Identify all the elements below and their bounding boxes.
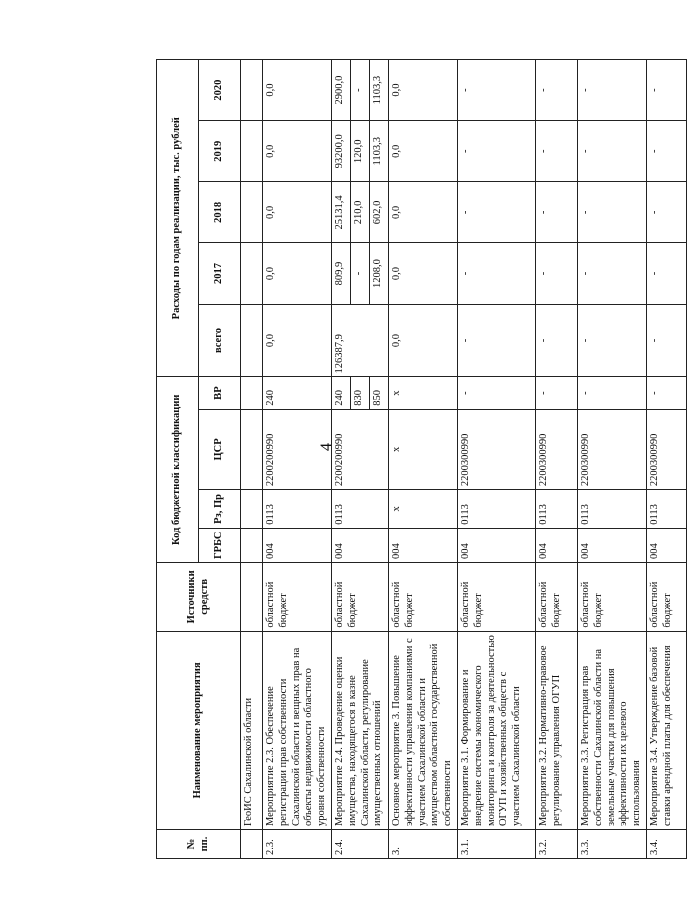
table-row — [388, 60, 457, 859]
cell-2020: - — [646, 60, 686, 121]
col-total-header: всего — [199, 304, 241, 377]
cell-csr — [241, 409, 263, 489]
cell-2020: - — [535, 60, 577, 121]
cell-2019: - — [646, 121, 686, 182]
cell-name: Мероприятие 2.4. Проведение оценки имущества, находящегося в казне Сахалинской области, регулирование имущественных отношений — [331, 631, 388, 829]
cell-vr: - — [646, 377, 686, 409]
cell-grbs: 004 — [577, 528, 646, 562]
cell-rzpr: 0113 — [263, 490, 332, 529]
cell-2017: 809,9 — [331, 243, 350, 304]
cell-rzpr: 0113 — [535, 490, 577, 529]
cell-rzpr: x — [388, 490, 457, 529]
cell-vr: 240 — [331, 377, 350, 409]
cell-rzpr: 0113 — [577, 490, 646, 529]
cell-2018: 25131,4 — [331, 182, 350, 243]
cell-total: - — [646, 304, 686, 377]
table-row — [457, 60, 535, 859]
cell-vr: - — [535, 377, 577, 409]
cell-grbs: 004 — [646, 528, 686, 562]
cell-2018: - — [535, 182, 577, 243]
col-vr-header: ВР — [199, 377, 241, 409]
cell-2018: 210,0 — [350, 182, 369, 243]
cell-2017: - — [457, 243, 535, 304]
cell-vr: 240 — [263, 377, 332, 409]
cell-csr: 2200300990 — [577, 409, 646, 489]
cell-total: - — [577, 304, 646, 377]
cell-source: областной бюджет — [535, 563, 577, 632]
cell-total: 0,0 — [263, 304, 332, 377]
cell-2020: - — [350, 60, 369, 121]
cell-num — [241, 830, 263, 859]
cell-rzpr: 0113 — [331, 490, 388, 529]
col-source-header: Источники средств — [157, 563, 241, 632]
col-2017-header: 2017 — [199, 243, 241, 304]
cell-2017: - — [577, 243, 646, 304]
cell-2019: - — [577, 121, 646, 182]
cell-2017: - — [646, 243, 686, 304]
cell-2020: - — [577, 60, 646, 121]
cell-vr: 830 — [350, 377, 369, 409]
table-row — [263, 60, 332, 859]
cell-rzpr: 0113 — [646, 490, 686, 529]
cell-name: Мероприятие 3.2. Нормативно-правовое регулирование управления ОГУП — [535, 631, 577, 829]
cell-total: - — [457, 304, 535, 377]
cell-rzpr — [241, 490, 263, 529]
cell-num: 3.3. — [577, 830, 646, 859]
cell-grbs: 004 — [535, 528, 577, 562]
col-rzpr-header: Рз, Пр — [199, 490, 241, 529]
cell-source: областной бюджет — [646, 563, 686, 632]
col-2019-header: 2019 — [199, 121, 241, 182]
cell-2018: 0,0 — [388, 182, 457, 243]
cell-2019: 120,0 — [350, 121, 369, 182]
col-budget-code-header: Код бюджетной классификации — [157, 377, 199, 563]
col-2018-header: 2018 — [199, 182, 241, 243]
cell-total — [241, 304, 263, 377]
cell-num: 2.3. — [263, 830, 332, 859]
table-row — [577, 60, 646, 859]
rotated-table-wrapper — [156, 59, 673, 859]
cell-total: 126387,9 — [331, 304, 388, 377]
cell-total: - — [535, 304, 577, 377]
cell-name: Мероприятие 3.1. Формирование и внедрение системы экономического мониторинга и контроля за деятельностью ОГУП и хозяйственных обществ с участием Сахалинской области — [457, 631, 535, 829]
cell-2019: 0,0 — [388, 121, 457, 182]
cell-2020: 0,0 — [388, 60, 457, 121]
cell-num: 3.4. — [646, 830, 686, 859]
cell-2020: - — [457, 60, 535, 121]
cell-source — [241, 563, 263, 632]
cell-csr: 2200300990 — [535, 409, 577, 489]
cell-total: 0,0 — [388, 304, 457, 377]
cell-csr: 2200300990 — [646, 409, 686, 489]
cell-csr: x — [388, 409, 457, 489]
cell-2019: 0,0 — [263, 121, 332, 182]
cell-name: Мероприятие 2.3. Обеспечение регистрации прав собственности Сахалинской области и вещных прав на объекты недвижимости областного уровня собственности — [263, 631, 332, 829]
cell-num: 2.4. — [331, 830, 388, 859]
cell-2018 — [241, 182, 263, 243]
cell-source: областной бюджет — [263, 563, 332, 632]
col-grbs-header: ГРБС — [199, 528, 241, 562]
cell-vr: x — [388, 377, 457, 409]
cell-2019: 93200,0 — [331, 121, 350, 182]
col-2020-header: 2020 — [199, 60, 241, 121]
col-expenses-header: Расходы по годам реализации, тыс. рублей — [157, 60, 199, 378]
cell-num: 3.1. — [457, 830, 535, 859]
cell-2020 — [241, 60, 263, 121]
cell-name: Мероприятие 3.4. Утверждение базовой ставки арендной платы для обеспечения — [646, 631, 686, 829]
page-number: 4 — [318, 443, 335, 451]
cell-name: Основное мероприятие 3. Повышение эффективности управления компаниями с участием Сахалинской области и имуществом областной государственной собственности — [388, 631, 457, 829]
cell-2017: 0,0 — [263, 243, 332, 304]
cell-2018: - — [457, 182, 535, 243]
cell-2020: 0,0 — [263, 60, 332, 121]
cell-csr: 2200300990 — [457, 409, 535, 489]
cell-grbs: 004 — [457, 528, 535, 562]
cell-2019: - — [535, 121, 577, 182]
cell-grbs: 004 — [263, 528, 332, 562]
cell-csr: 2200200990 — [331, 409, 388, 489]
cell-2017: 1208,0 — [369, 243, 388, 304]
cell-source: областной бюджет — [577, 563, 646, 632]
cell-name: Мероприятие 3.3. Регистрация прав собственности Сахалинской области на земельные участки для повышения эффективности их целевого использования — [577, 631, 646, 829]
cell-source: областной бюджет — [457, 563, 535, 632]
cell-2019 — [241, 121, 263, 182]
cell-name: ГеоИС Сахалинской области — [241, 631, 263, 829]
cell-2017: 0,0 — [388, 243, 457, 304]
cell-grbs — [241, 528, 263, 562]
cell-2019: 1103,3 — [369, 121, 388, 182]
cell-2017 — [241, 243, 263, 304]
cell-vr: - — [577, 377, 646, 409]
col-csr-header: ЦСР — [199, 409, 241, 489]
table-row — [241, 60, 263, 859]
table-row — [331, 60, 350, 859]
cell-2020: 2900,0 — [331, 60, 350, 121]
cell-grbs: 004 — [388, 528, 457, 562]
col-name-header: Наименование мероприятия — [157, 631, 241, 829]
cell-2018: 0,0 — [263, 182, 332, 243]
cell-rzpr: 0113 — [457, 490, 535, 529]
table-row — [646, 60, 686, 859]
cell-csr: 2200200990 — [263, 409, 332, 489]
cell-num: 3.2. — [535, 830, 577, 859]
cell-source: областной бюджет — [388, 563, 457, 632]
cell-2019: - — [457, 121, 535, 182]
cell-vr — [241, 377, 263, 409]
col-num-header: № пп. — [157, 830, 241, 859]
cell-2017: - — [350, 243, 369, 304]
budget-table — [156, 59, 687, 859]
cell-num: 3. — [388, 830, 457, 859]
cell-2020: 1103,3 — [369, 60, 388, 121]
table-row — [535, 60, 577, 859]
cell-2018: - — [646, 182, 686, 243]
cell-vr: 850 — [369, 377, 388, 409]
cell-2017: - — [535, 243, 577, 304]
cell-vr: - — [457, 377, 535, 409]
cell-source: областной бюджет — [331, 563, 388, 632]
cell-grbs: 004 — [331, 528, 388, 562]
cell-2018: - — [577, 182, 646, 243]
cell-2018: 602,0 — [369, 182, 388, 243]
